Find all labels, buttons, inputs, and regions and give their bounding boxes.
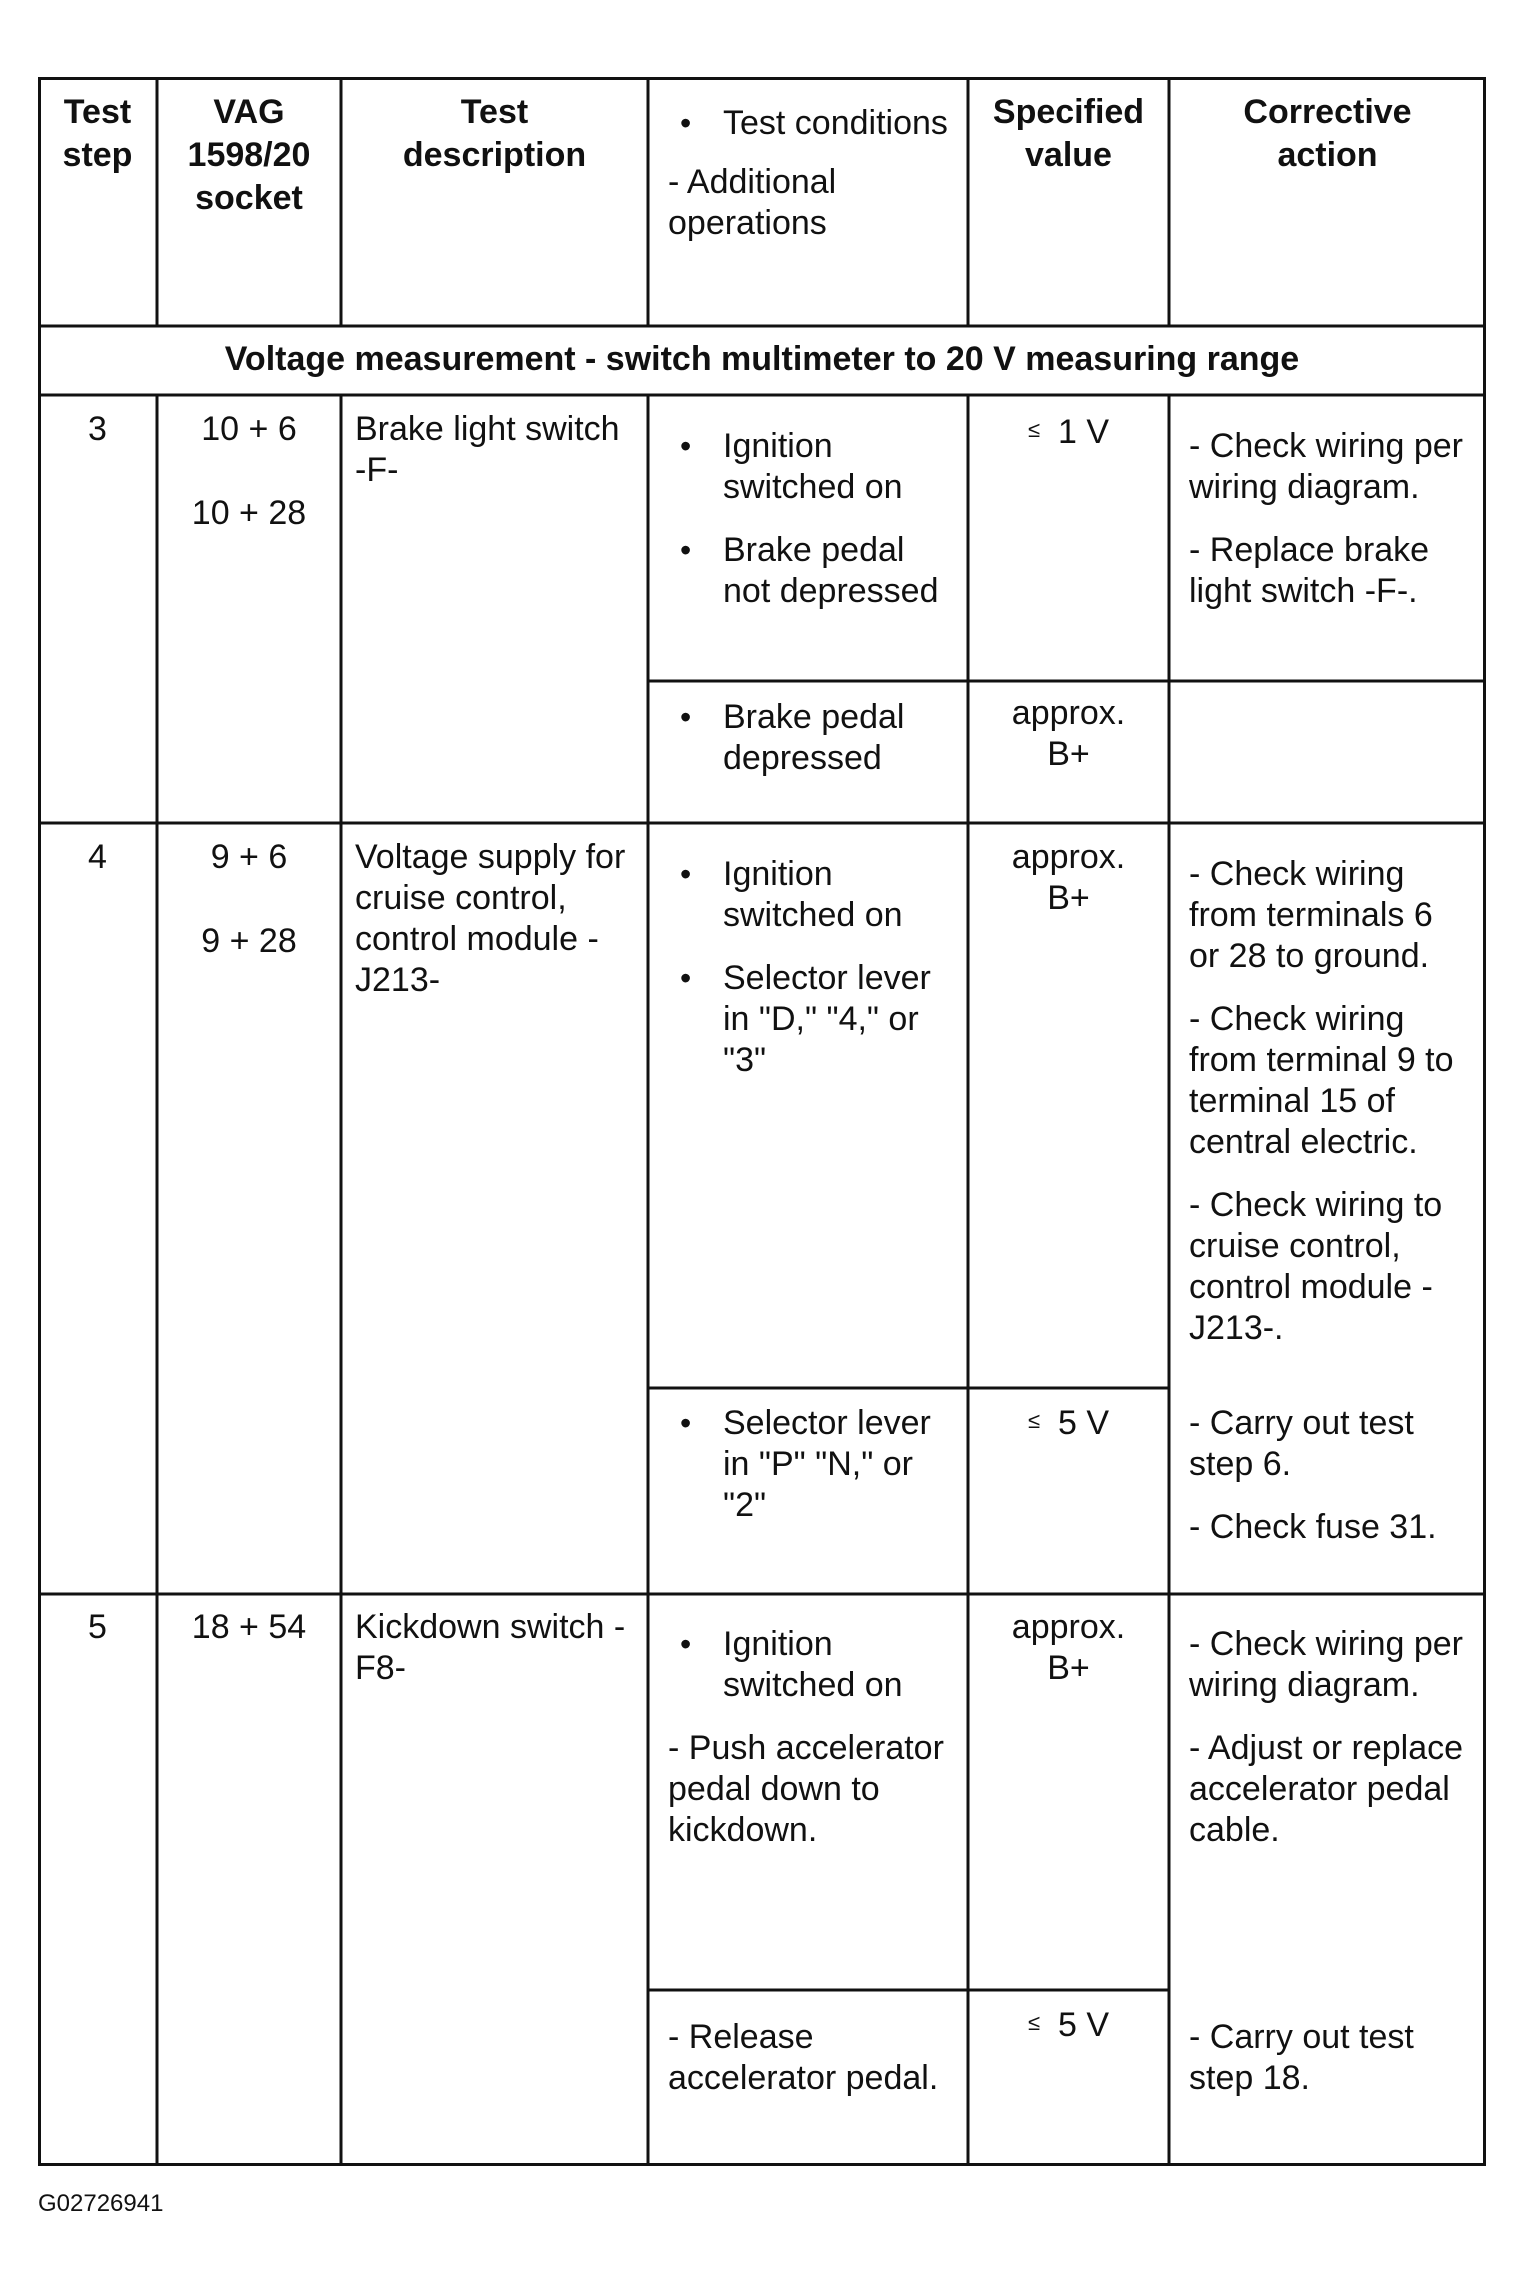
step-4b-actions [1169,1403,1486,1548]
step-3-socket-b: 10 + 28 [191,494,307,532]
step-4b-conditions [648,1403,968,1526]
step-4a-actions [1169,854,1486,1349]
step-3-socket-a: 10 + 6 [201,410,297,448]
action-item: - Replace brake light switch -F-. [1189,531,1430,610]
header-socket: VAG 1598/20 socket [187,93,311,217]
step-4-description: Voltage supply for cruise control, control module -J213- [355,838,626,999]
step-5a-value: approx. B+ [1011,1608,1126,1687]
header-test-step: Test step [62,93,133,174]
step-3b-conditions [648,697,968,779]
action-item: - Check wiring to cruise control, control module -J213-. [1189,1186,1443,1347]
step-4-number: 4 [88,838,107,876]
condition-bullet: • Ignition switched on [668,1624,948,1706]
header-corrective-action: Corrective action [1243,93,1412,174]
step-3-number: 3 [88,410,107,448]
condition-bullet: • Brake pedal not depressed [668,530,948,612]
step-5-description: Kickdown switch -F8- [355,1608,626,1687]
header-conditions-bullet: • Test conditions [668,103,948,144]
condition-bullet: • Selector lever in "P" "N," or "2" [668,1403,948,1526]
condition-extra: - Push accelerator pedal down to kickdown. [668,1729,944,1849]
action-item: - Check fuse 31. [1189,1508,1437,1546]
less-equal-symbol: ≤ [1027,1408,1041,1433]
step-3a-actions [1169,426,1486,612]
step-5a-conditions [648,1624,968,1851]
step-3b-value: approx. B+ [1011,694,1126,773]
action-item: - Check wiring from terminals 6 or 28 to ground. [1189,855,1433,975]
less-equal-symbol: ≤ [1027,2010,1041,2035]
step-4a-value: approx. B+ [1011,838,1126,917]
step-5b-value: ≤ 5 V [1027,2006,1110,2044]
condition-bullet: • Ignition switched on [668,854,948,936]
step-4-socket-a: 9 + 6 [210,838,288,876]
header-test-conditions [648,103,968,244]
step-5-socket: 18 + 54 [191,1608,307,1646]
action-item: - Carry out test step 18. [1189,2018,1414,2097]
action-item: - Check wiring per wiring diagram. [1189,427,1463,506]
condition-bullet: • Ignition switched on [668,426,948,508]
action-item: - Check wiring per wiring diagram. [1189,1625,1463,1704]
step-4a-conditions [648,854,968,1081]
less-equal-symbol: ≤ [1027,417,1041,442]
condition-bullet: • Brake pedal depressed [668,697,948,779]
step-4b-value: ≤ 5 V [1027,1404,1110,1442]
step-3-socket [157,409,341,534]
figure-id: G02726941 [38,2190,164,2217]
step-5b-conditions [648,2017,968,2099]
header-test-description: Test description [402,93,587,174]
condition-extra: - Release accelerator pedal. [668,2018,939,2097]
measurement-banner: Voltage measurement - switch multimeter to 20 V measuring range [224,340,1300,378]
diagnostic-table [38,77,1486,2166]
step-3-description: Brake light switch -F- [355,410,620,489]
header-conditions-extra: - Additional operations [668,163,837,242]
step-5b-actions [1169,2017,1486,2099]
action-item: - Carry out test step 6. [1189,1404,1414,1483]
step-5a-actions [1169,1624,1486,1851]
action-item: - Adjust or replace accelerator pedal cable. [1189,1729,1464,1849]
step-3a-value: ≤ 1 V [1027,413,1110,451]
step-4-socket-b: 9 + 28 [201,922,297,960]
step-4-socket [157,837,341,962]
header-specified-value: Specified value [992,93,1145,174]
step-3a-conditions [648,426,968,612]
action-item: - Check wiring from terminal 9 to terminal 15 of central electric. [1189,1000,1454,1161]
step-5-number: 5 [88,1608,107,1646]
condition-bullet: • Selector lever in "D," "4," or "3" [668,958,948,1081]
